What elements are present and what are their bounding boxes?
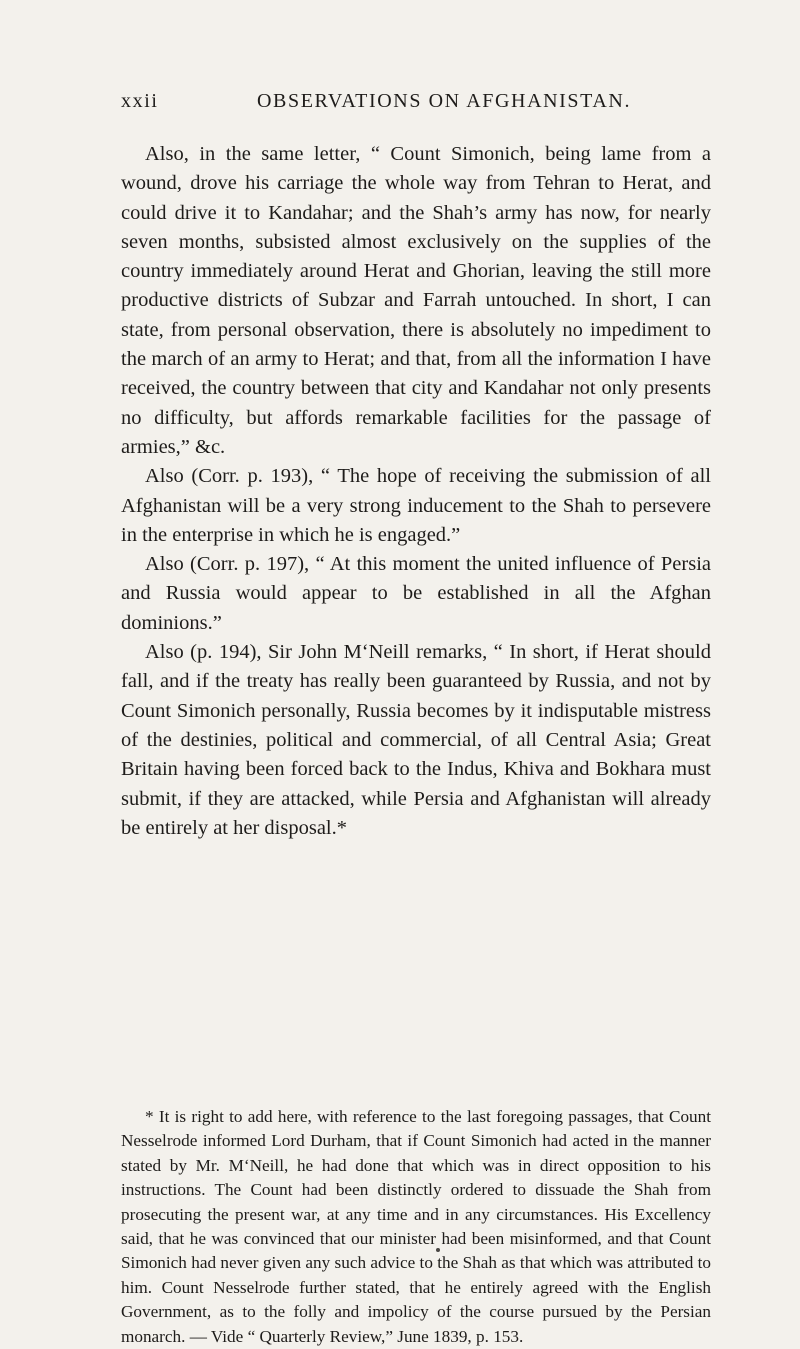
running-title: OBSERVATIONS ON AFGHANISTAN.	[257, 90, 632, 112]
main-text	[121, 140, 711, 843]
paragraph-corr-193: Also (Corr. p. 193), “ The hope of receiving the submission of all Afghanistan will be a very strong inducement to the Shah to persevere in the enterprise in which he is engaged.”	[121, 465, 711, 546]
running-head	[121, 90, 721, 120]
paragraph-mcneill-remarks: Also (p. 194), Sir John M‘Neill remarks, “ In short, if Herat should fall, and if the treaty has really been guaranteed by Russia, and not by Count Simonich personally, Russia becomes by it indisputable mistress of the destinies, political and commercial, of all Central Asia; Great Britain having been forced back to the Indus, Khiva and Bokhara must submit, if they are attacked, while Persia and Afghanistan will already be entirely at her disposal.*	[121, 641, 711, 839]
paragraph-corr-197: Also (Corr. p. 197), “ At this moment the united influence of Persia and Russia would appear to be established in all the Afghan dominions.”	[121, 553, 711, 634]
page-number: xxii	[121, 90, 159, 112]
footnote: * It is right to add here, with reference to the last foregoing passages, that Count Nesselrode informed Lord Durham, that if Count Simonich had acted in the manner stated by Mr. M‘Neill, he had done that which was in direct opposition to his instructions. The Count had been distinctly ordered to dissuade the Shah from prosecuting the present war, at any time and in any circumstances. His Excellency said, that he was convinced that our minister had been misinformed, and that Count Simonich had never given any such advice to the Shah as that which was attributed to him. Count Nesselrode further stated, that he entirely agreed with the English Government, as to the folly and impolicy of the course pursued by the Persian monarch. — Vide “ Quarterly Review,” June 1839, p. 153.	[121, 1107, 711, 1346]
paragraph-herat-letter: Also, in the same letter, “ Count Simonich, being lame from a wound, drove his carriage the whole way from Tehran to Herat, and could drive it to Kandahar; and the Shah’s army has now, for nearly seven months, subsisted almost exclusively on the supplies of the country immediately around Herat and Ghorian, leaving the still more productive districts of Subzar and Farrah untouched. In short, I can state, from personal observation, there is absolutely no impediment to the march of an army to Herat; and that, from all the information I have received, the country between that city and Kandahar not only presents no difficulty, but affords remarkable facilities for the passage of armies,” &c.	[121, 143, 711, 458]
signature-mark	[436, 1248, 440, 1252]
